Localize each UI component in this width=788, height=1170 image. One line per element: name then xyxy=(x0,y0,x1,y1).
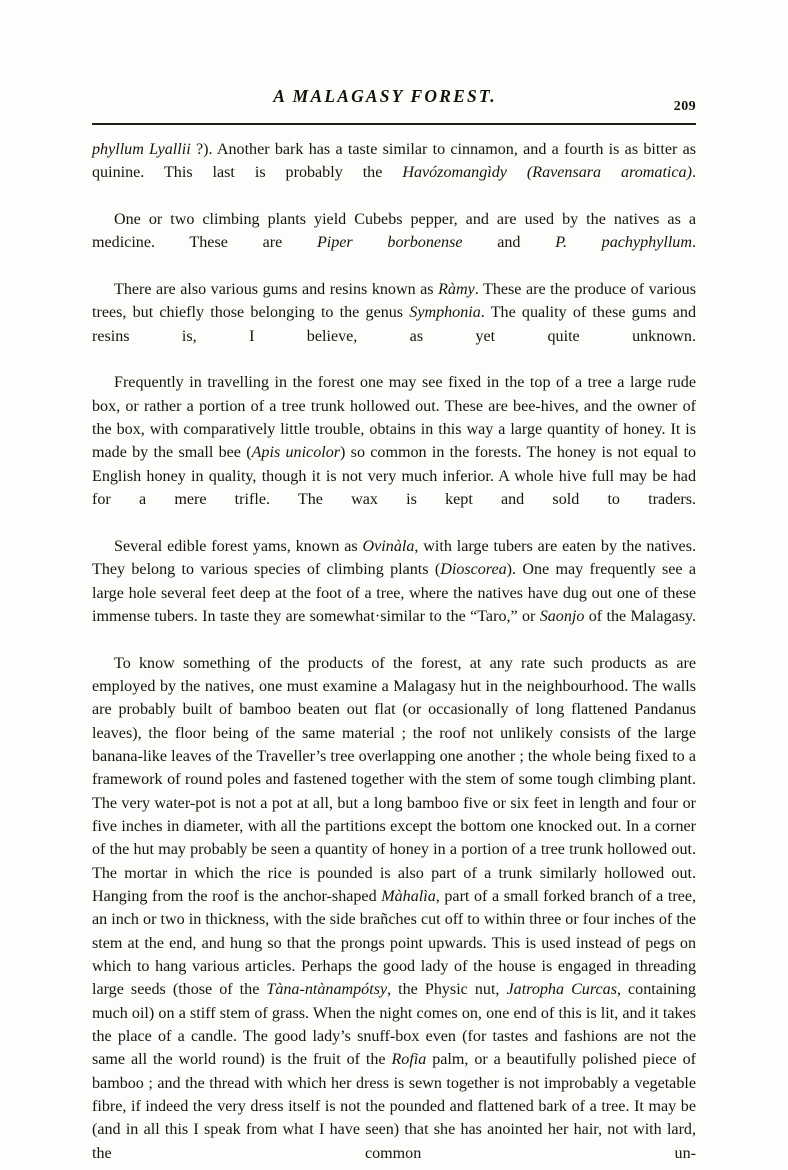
page-content xyxy=(92,86,696,1170)
text-run: Frequently in travelling in the forest one may see fixed in the top of a tree a large rude box, or rather a portion of a tree trunk hollowed out. These are bee-hives, and the owner of the box, with comparatively little trouble, obtains in this way a large quantity of honey. It is made by the small bee ( xyxy=(92,374,696,462)
text-run: Several edible forest yams, known as xyxy=(114,537,363,555)
header-rule xyxy=(92,123,696,125)
text-run: , containing much oil) on a stiff stem of grass. When the night comes on, one end of this is lit, and it takes the place of a candle. The good lady’s snuff-box even (for tastes and fashions are not the same all the world round) is the fruit of the xyxy=(92,981,696,1069)
body-text xyxy=(92,138,696,1170)
running-head-title: A MALAGASY FOREST. xyxy=(273,86,497,106)
text-run: To know something of the products of the forest, at any rate such products as are employed by the natives, one must examine a Malagasy hut in the neighbourhood. The walls are probably built of bamboo beaten out flat (or occasionally of long flattened Pandanus leaves), the floor being of the same material ; the roof not unlikely consists of the large banana-like leaves of the Traveller’s tree overlapping one another ; the whole being fixed to a framework of round poles and fastened together with the stem of some tough climbing plant. The very water-pot is not a pot at all, but a long bamboo five or six feet in length and four or five inches in diameter, with all the partitions except the bottom one knocked out. In a corner of the hut may probably be seen a quantity of honey in a portion of a tree trunk hollowed out. The mortar in which the rice is pounded is also part of a trunk similarly hollowed out. Hanging from the roof is the anchor-shaped xyxy=(92,654,696,905)
text-run: ?). Another bark has a taste similar to cinnamon, and a fourth is as bitter as quinine. This last is probably the xyxy=(92,141,697,182)
italic-run: Apis unicolor xyxy=(251,444,341,462)
paragraph xyxy=(92,371,696,534)
text-run: and xyxy=(462,234,556,252)
text-run: , the Physic nut, xyxy=(387,981,507,999)
running-head xyxy=(92,86,696,116)
paragraph xyxy=(92,278,696,371)
text-run: of the Malagasy. xyxy=(584,607,696,625)
italic-run: Dioscorea xyxy=(440,561,507,579)
text-run: , part of a small forked branch of a tree, an inch or two in thickness, with the side brañches cut off to within three or four inches of the stem at the end, and hung so that the prongs point upwards. This is used instead of pegs on which to hang various articles. Perhaps the good lady of the house is engaged in threading large seeds (those of the xyxy=(92,888,696,999)
italic-run: Rofia xyxy=(391,1051,427,1069)
text-run: . xyxy=(691,164,696,182)
italic-run: P. pachyphyllum xyxy=(555,234,692,252)
paragraph xyxy=(92,652,696,1170)
text-run: There are also various gums and resins known as xyxy=(114,281,439,299)
text-run: palm, or a beautifully polished piece of bamboo ; and the thread with which her dress is sewn together is not improbably a vegetable fibre, if indeed the very dress itself is not the pounded and flattened bark of a tree. It may be (and in all this I speak from what I have seen) that she has anointed her hair, not with lard, the common un- xyxy=(92,1051,696,1162)
italic-run: Màhalìa xyxy=(381,888,436,905)
paragraph xyxy=(92,535,696,652)
text-run: , with large tubers are eaten by the natives. They belong to various species of climbing plants ( xyxy=(92,537,696,579)
italic-run: Havózomangìdy (Ravensara aromatica) xyxy=(402,164,692,182)
paragraph xyxy=(92,208,696,278)
italic-run: Tàna-ntànampótsy xyxy=(266,981,388,999)
text-run: . xyxy=(691,234,696,252)
italic-run: Jatropha Curcas xyxy=(506,981,617,999)
text-run: One or two climbing plants yield Cubebs pepper, and are used by the natives as a medicine. These are xyxy=(92,211,696,252)
page-number: 209 xyxy=(673,99,696,114)
text-run: . The quality of these gums and resins is, I believe, as yet quite unknown. xyxy=(92,304,696,345)
italic-run: phyllum Lyallii xyxy=(92,141,191,158)
text-run: ) so common in the forests. The honey is not equal to English honey in quality, though it is not very much inferior. A whole hive full may be had for a mere trifle. The wax is kept and sold to traders. xyxy=(92,444,696,509)
italic-run: Ovinàla xyxy=(362,537,415,555)
text-run: . These are the produce of various trees, but chiefly those belonging to the genus xyxy=(92,281,696,322)
italic-run: Saonjo xyxy=(539,607,585,625)
italic-run: Ràmy xyxy=(438,281,475,299)
text-run: ). One may frequently see a large hole several feet deep at the foot of a tree, where the natives have dug out one of these immense tubers. In taste they are somewhat·similar to the “Taro,” or xyxy=(92,561,696,625)
italic-run: Piper borbonense xyxy=(316,234,463,252)
italic-run: Symphonia xyxy=(409,304,481,322)
paragraph xyxy=(92,138,696,208)
